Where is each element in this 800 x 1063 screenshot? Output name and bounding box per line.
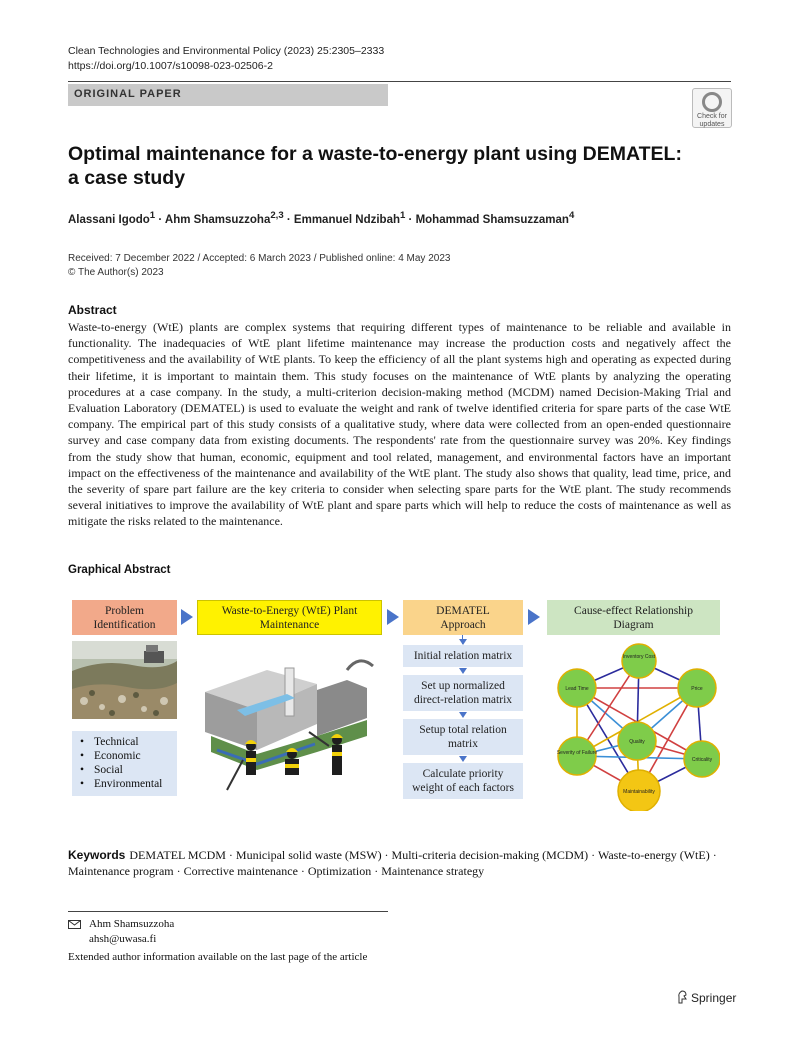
copyright-line: © The Author(s) 2023 [68,267,164,278]
publication-dates [68,252,450,280]
paper-title [68,142,708,190]
list-item: • Social [80,763,177,777]
flow-arrow-icon [387,609,399,625]
abstract-heading: Abstract [68,303,117,317]
step-priority-weight: Calculate priority weight of each factors [403,763,523,799]
list-item: • Economic [80,749,177,763]
node-severity [558,737,596,775]
history-dates: Received: 7 December 2022 / Accepted: 6 March 2023 / Published online: 4 May 2023 [68,253,451,264]
step-initial-relation-matrix: Initial relation matrix [403,645,523,667]
check-label-2: updates [699,121,725,128]
node-label: Inventory Cost [622,654,656,660]
author-name[interactable]: Ahm Shamsuzzoha [164,213,271,226]
landfill-photo [72,641,177,719]
author-affiliation: 2,3 [270,210,284,221]
keywords-list: DEMATEL MCDM · Municipal solid waste (MSW) · Multi-criteria decision-making (MCDM) · Waste-to-energy (WtE) · Maintenance program · Corrective maintenance · Optimization · Maintenance strategy [68,848,717,879]
author-name[interactable]: Mohammad Shamsuzzaman [415,213,569,226]
extended-info-note: Extended author information available on the last page of the article [68,951,368,963]
author-affiliation: 1 [400,210,406,221]
journal-header [68,44,384,74]
cause-effect-box: Cause-effect Relationship Diagram [547,600,720,635]
cause-effect-diagram [547,641,720,811]
corresponding-author [68,917,174,947]
author-affiliation: 1 [149,210,156,221]
contact-email[interactable]: ahsh@uwasa.fi [89,933,157,945]
title-line: a case study [68,167,186,189]
contact-name: Ahm Shamsuzzoha [89,918,175,930]
node-label: Criticality [691,757,713,763]
journal-citation: Clean Technologies and Environmental Policy (2023) 25:2305–2333 [68,45,385,57]
paper-type-banner: ORIGINAL PAPER [68,84,388,106]
header-rule [68,81,731,82]
node-label: Severity of Failure [556,750,598,756]
sustainability-aspects-list [72,731,177,796]
publisher-name: Springer [691,991,737,1005]
node-label: Price [691,686,703,692]
step-total-relation-matrix: Setup total relation matrix [403,719,523,755]
check-label-1: Check for [697,113,727,120]
node-label: Quality [629,739,645,745]
down-arrow-icon [459,712,467,718]
check-for-updates-badge[interactable] [692,88,732,128]
step-normalized-matrix: Set up normalized direct-relation matrix [403,675,523,711]
down-arrow-icon [459,668,467,674]
node-inventory-cost [622,644,656,678]
node-label: Lead Time [565,686,589,692]
keywords-label: Keywords [68,848,126,862]
title-line: Optimal maintenance for a waste-to-energy plant using DEMATEL: [68,143,682,165]
bookmark-icon [702,92,722,112]
node-label: Maintainability [623,789,655,795]
author-name[interactable]: Alassani Igodo [68,213,150,226]
wte-plant-illustration [197,640,382,800]
problem-identification-box: Problem Identification [72,600,177,635]
wte-maintenance-box: Waste-to-Energy (WtE) Plant Maintenance [197,600,382,635]
envelope-icon [68,920,81,929]
springer-horse-icon [676,990,688,1004]
author-affiliation: 4 [568,210,575,221]
list-item: • Technical [80,735,177,749]
footnote-rule [68,911,388,912]
graphical-abstract-heading: Graphical Abstract [68,564,171,576]
author-name[interactable]: Emmanuel Ndzibah [293,213,400,226]
flow-arrow-icon [528,609,540,625]
publisher-logo [676,990,736,1005]
dematel-approach-box: DEMATEL Approach [403,600,523,635]
abstract-text: Waste-to-energy (WtE) plants are complex systems that requiring different types of maintenance to be reliable and available in functionality. The inadequacies of WtE plant lifetime maintenance may increase the production costs and negatively affect the competitiveness and the availability of WtE plants. To keep the efficiency of all the plant systems high and operating as expected during their lifetime, it is important to maintain them. This study focuses on the maintenance of WtE plants by analyzing the operating procedures at a case company. In the study, a multi-criterion decision-making method (MCDM) named Decision-Making Trial and Evaluation Laboratory (DEMATEL) is used to evaluate the weight and rank of twelve identified criteria for spare parts of the case WtE company. The empirical part of this study consists of a qualitative study, where data were collected from an open-ended questionnaire survey and case company data from existing documents. The respondents' rate from the questionnaire survey was 20%. Key findings from the study show that human, economic, equipment and tool related, management, and environmental factors have an important impact on the effectiveness of the maintenance and availability of the WtE plant. The study also shows that quality, lead time, price, and the severity of spare part failure are the key criteria to consider when selecting spare parts for the WtE plant. The study recommends several initiatives to improve the availability of WtE plant and spare parts which will help to reduce the costs of maintenance as well as mitigate the risks related to the maintenance. [68,320,731,529]
flow-arrow-icon [181,609,193,625]
down-arrow-icon [459,756,467,762]
keywords-section [68,847,731,879]
doi-link[interactable]: https://doi.org/10.1007/s10098-023-02506-2 [68,60,273,72]
author-list: Alassani Igodo$^1$ · Ahm Shamsuzzoha$^{2,3}$ · Emmanuel Ndzibah$^1$ · Mohammad Shamsuzzaman$^4$ [68,210,575,226]
list-item: • Environmental [80,777,177,791]
